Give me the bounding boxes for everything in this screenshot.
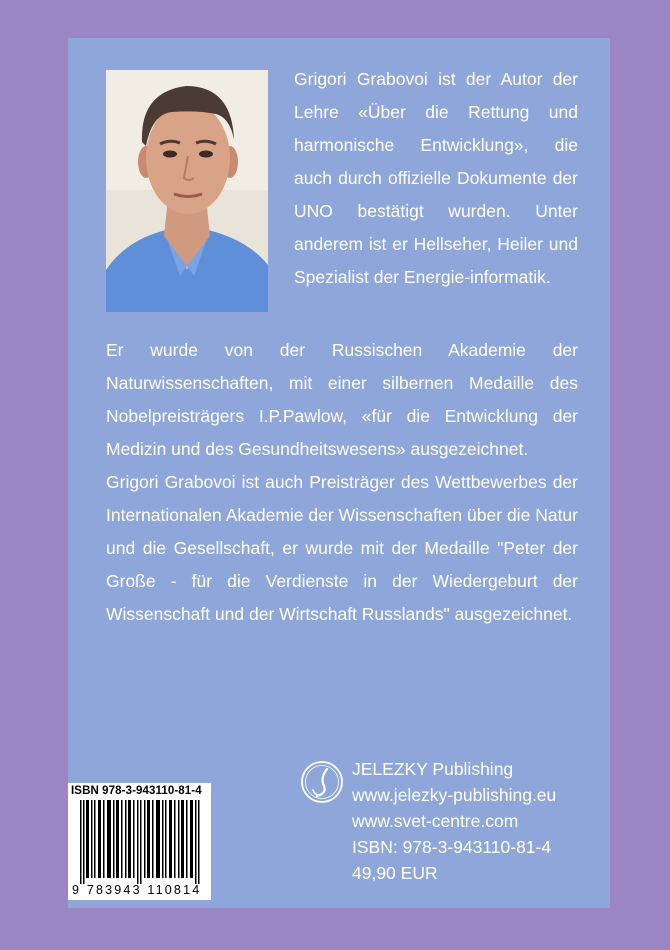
book-price: 49,90 EUR [352,863,438,883]
author-photo [106,70,268,312]
biography-paragraph-1: Er wurde von der Russischen Akademie der Naturwissenschaften, mit einer silbernen Medaille des Nobelpreisträgers I.P.Pawlow, «für die Entwicklung der Medizin und des Gesundheitswesens» ausgezeichnet. [106,340,578,459]
biography-paragraph-2: Grigori Grabovoi ist auch Preisträger des Wettbewerbes der Internationalen Akademie der Wissenschaften über die Natur und die Gesellschaft, er wurde mit der Medaille "Peter der Große - für die Verdienste in der Wiedergeburt der Wissenschaft und der Wirtschaft Russlands" ausgezeichnet. [106,472,578,624]
isbn-barcode-label: ISBN 978-3-943110-81-4 [71,785,202,797]
barcode-bars [80,800,202,884]
publisher-website-2[interactable]: www.svet-centre.com [352,811,519,831]
publisher-logo-icon [300,760,344,804]
back-cover-panel [68,38,610,908]
author-biography [106,334,578,631]
publisher-website-1[interactable]: www.jelezky-publishing.eu [352,785,557,805]
author-intro-text: Grigori Grabovoi ist der Autor der Lehre «Über die Rettung und harmonische Entwicklung», die auch durch offizielle Dokumente der UNO bestätigt wurden. Unter anderem ist er Hellseher, Heiler und Spezialist der Energie-informatik. [294,69,578,287]
barcode-digits: 9 783943 110814 [72,883,202,897]
publisher-name: JELEZKY Publishing [352,759,514,779]
publisher-isbn: ISBN: 978-3-943110-81-4 [352,837,552,857]
isbn-barcode [68,783,211,900]
